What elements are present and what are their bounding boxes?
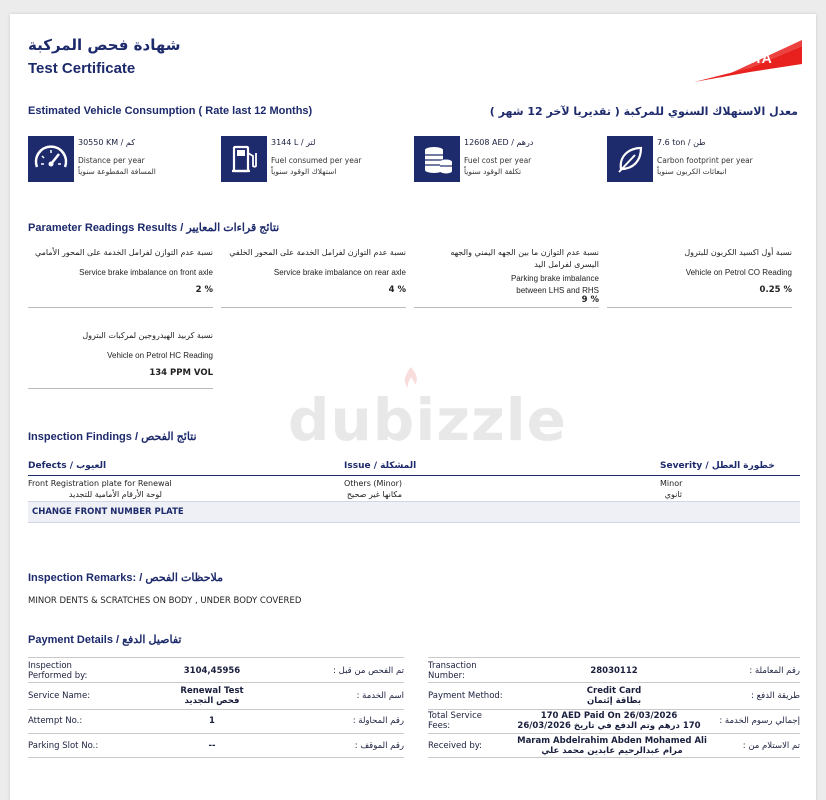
speedometer-icon <box>28 136 74 182</box>
payment-value: 3104,45956 <box>183 666 241 676</box>
divider <box>28 709 404 710</box>
divider <box>28 657 404 658</box>
consumption-value: 7.6 ton / طن <box>657 138 706 147</box>
consumption-label-en: Distance per year <box>78 156 145 165</box>
parameters-title: Parameter Readings Results / نتائج قراءات المعايير <box>28 222 280 234</box>
parameter-label-ar: نسبة عدم التوازن ما بين الجهه اليمني والجهه اليسرى لفرامل اليد <box>450 248 599 269</box>
column-severity: Severity / خطورة العطل <box>660 461 775 471</box>
issue-en: Others (Minor) <box>344 479 403 488</box>
consumption-label-en: Carbon footprint per year <box>657 156 753 165</box>
payment-label-ar: طريقة الدفع : <box>751 691 800 701</box>
column-issue: Issue / المشكلة <box>344 461 417 471</box>
consumption-item-carbon <box>607 136 787 182</box>
payment-label-ar: إجمالي رسوم الخدمة : <box>719 716 800 726</box>
severity-ar: ثانوي <box>664 490 682 499</box>
payment-value-ar: 170 درهم وتم الدفع في تاريخ 26/03/2026 <box>517 721 701 731</box>
findings-header-row <box>28 461 800 475</box>
consumption-title-ar: معدل الاستهلاك السنوي للمركبة ( تقديريا لآخر 12 شهر ) <box>489 105 798 118</box>
certificate-page <box>10 14 816 800</box>
divider <box>428 709 800 710</box>
title-english: Test Certificate <box>28 60 136 77</box>
parameter-value: 4 % <box>388 285 406 295</box>
rta-logo-text: RTA <box>744 50 772 66</box>
header-divider <box>28 475 800 476</box>
payment-label-en: Attempt No.: <box>28 716 83 726</box>
payment-label-ar: رقم المحاولة : <box>352 716 404 726</box>
payment-value: -- <box>208 741 216 751</box>
parameter-label-ar: نسبة عدم التوازن لفرامل الخدمة على المحور الخلفي <box>229 248 406 257</box>
parameter-label-en: Service brake imbalance on front axle <box>79 268 213 277</box>
coins-icon <box>414 136 460 182</box>
payment-value: Maram Abdelrahim Abden Mohamed Ali <box>517 736 707 746</box>
payment-value-ar: بطاقة إئتمان <box>586 696 642 706</box>
consumption-label-ar: المسافة المقطوعة سنوياً <box>78 167 156 176</box>
consumption-label-ar: انبعاثات الكربون سنوياً <box>657 167 727 176</box>
parameter-label-ar: نسبة كربيد الهيدروجين لمركبات البترول <box>82 331 213 340</box>
parameter-front-axle <box>28 247 213 295</box>
findings-title: Inspection Findings / نتائج الفحص <box>28 431 197 443</box>
severity-en: Minor <box>660 479 683 488</box>
payment-label-en: Inspection Performed by: <box>28 661 88 681</box>
findings-action: CHANGE FRONT NUMBER PLATE <box>32 507 184 517</box>
parameter-label-en: Vehicle on Petrol CO Reading <box>685 268 792 277</box>
title-arabic: شهادة فحص المركبة <box>28 36 181 54</box>
divider <box>428 733 800 734</box>
consumption-label-en: Fuel consumed per year <box>271 156 362 165</box>
fuel-pump-icon <box>221 136 267 182</box>
consumption-label-ar: تكلفة الوقود سنوياً <box>464 167 522 176</box>
consumption-label-en: Fuel cost per year <box>464 156 532 165</box>
parameter-value: 0.25 % <box>759 285 792 295</box>
divider <box>28 682 404 683</box>
leaf-icon <box>607 136 653 182</box>
parameter-value: 134 PPM VOL <box>149 368 213 378</box>
parameter-label-ar: نسبة أول اكسيد الكربون للبترول <box>684 248 792 257</box>
divider <box>28 388 213 389</box>
payment-label-ar: تم الفحص من قبل : <box>333 666 404 676</box>
payment-label-ar: تم الاستلام من : <box>742 741 800 751</box>
divider <box>28 757 404 758</box>
divider <box>428 757 800 758</box>
payment-label-en: Payment Method: <box>428 691 503 701</box>
parameter-parking-brake <box>414 247 599 305</box>
divider <box>428 657 800 658</box>
parameter-co-reading <box>607 247 792 295</box>
parameter-label-en: Vehicle on Petrol HC Reading <box>107 351 213 360</box>
parameter-label-en: Service brake imbalance on rear axle <box>273 268 406 277</box>
payment-value: 170 AED Paid On 26/03/2026 <box>540 711 678 721</box>
parameter-value: 2 % <box>195 285 213 295</box>
payment-value: 1 <box>209 716 215 726</box>
divider <box>428 682 800 683</box>
payment-value: Credit Card <box>586 686 642 696</box>
payment-label-en: Service Name: <box>28 691 91 701</box>
payment-label-en: Transaction Number: <box>428 661 477 681</box>
divider <box>28 733 404 734</box>
consumption-label-ar: استهلاك الوقود سنوياً <box>271 167 337 176</box>
parameter-hc-reading <box>28 330 213 378</box>
divider <box>414 307 599 308</box>
defect-en: Front Registration plate for Renewal <box>28 479 172 488</box>
parameter-rear-axle <box>221 247 406 295</box>
payment-label-en: Parking Slot No.: <box>28 741 99 751</box>
payment-value-ar: مرام عبدالرحيم عابدين محمد علي <box>541 746 683 756</box>
payment-label-ar: رقم الموقف : <box>354 741 404 751</box>
column-defects: Defects / العيوب <box>28 461 107 471</box>
payment-value: 28030112 <box>590 666 638 676</box>
issue-ar: مكانها غير صحيح <box>346 490 402 499</box>
defect-ar: لوحة الأرقام الأمامية للتجديد <box>68 490 162 499</box>
payment-title: Payment Details / تفاصيل الدفع <box>28 634 182 646</box>
parameter-value: 9 % <box>581 295 599 305</box>
parameter-label-ar: نسبة عدم التوازن لفرامل الخدمة على المحور الأمامي <box>34 248 213 257</box>
payment-value: Renewal Test <box>180 686 244 696</box>
payment-label-en: Total Service Fees: <box>428 711 482 731</box>
rta-logo <box>690 38 806 84</box>
consumption-item-fuel <box>221 136 401 182</box>
consumption-value: 12608 AED / درهم <box>464 138 534 147</box>
divider <box>607 307 792 308</box>
consumption-item-cost <box>414 136 594 182</box>
payment-label-ar: رقم المعاملة : <box>749 666 800 676</box>
consumption-item-distance <box>28 136 208 182</box>
consumption-value: 3144 L / لتر <box>271 138 316 147</box>
consumption-value: 30550 KM / كم <box>78 138 136 147</box>
watermark: dubizzle <box>288 386 567 454</box>
payment-label-ar: اسم الخدمة : <box>356 691 404 701</box>
consumption-title-en: Estimated Vehicle Consumption ( Rate last 12 Months) <box>28 105 313 117</box>
findings-action-row <box>28 501 800 523</box>
divider <box>221 307 406 308</box>
payment-value-ar: فحص التجديد <box>184 696 240 706</box>
remarks-title: Inspection Remarks: / ملاحظات الفحص <box>28 572 223 584</box>
payment-label-en: Received by: <box>428 741 483 751</box>
parameter-label-en: Parking brake imbalance between LHS and RHS <box>510 274 599 295</box>
divider <box>28 307 213 308</box>
remarks-text: MINOR DENTS & SCRATCHES ON BODY , UNDER BODY COVERED <box>28 596 302 606</box>
